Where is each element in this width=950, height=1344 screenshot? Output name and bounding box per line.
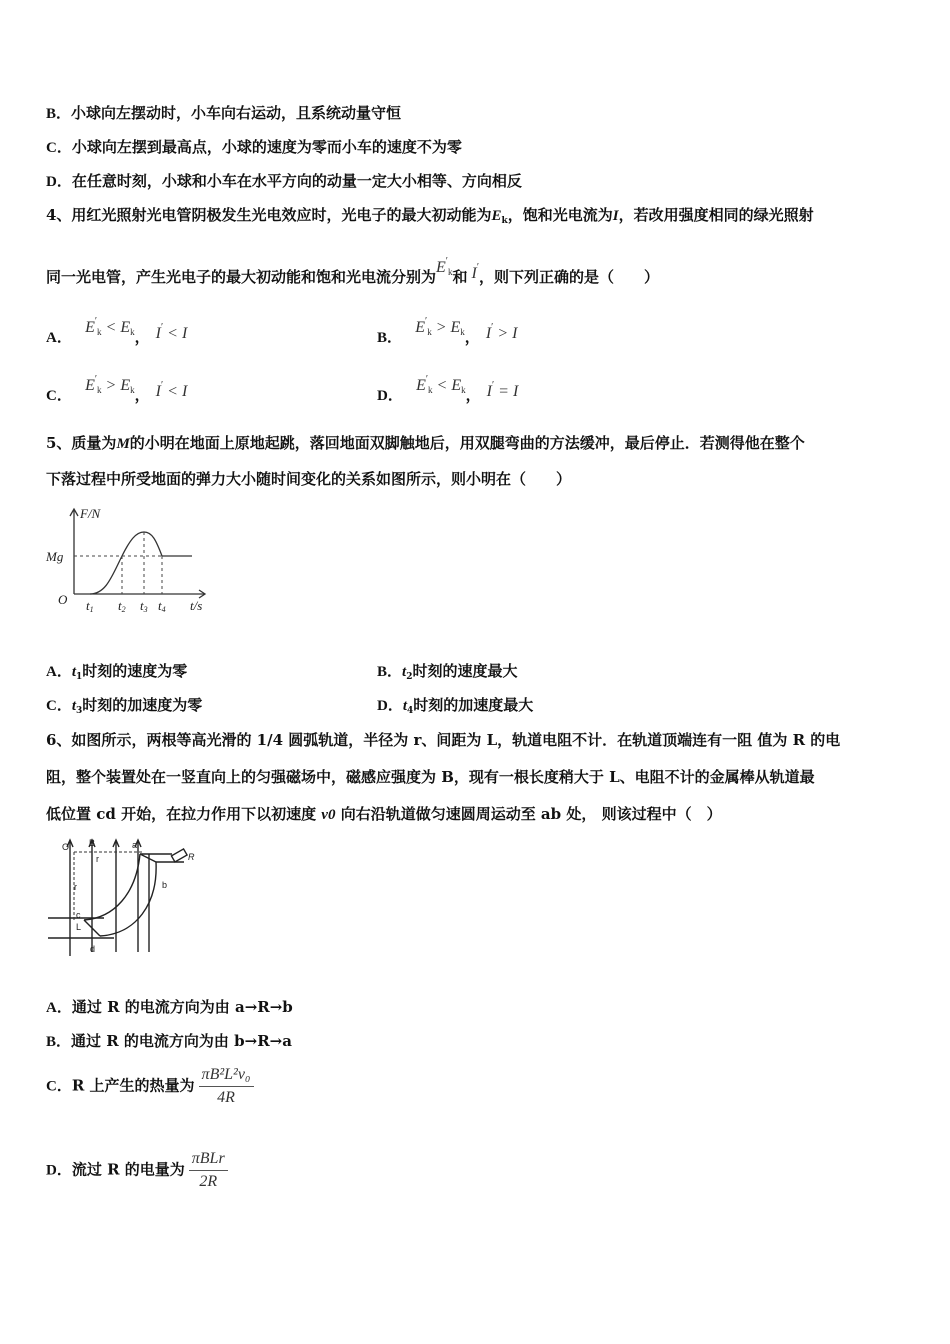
force-curve [90, 532, 192, 594]
label-b: b [162, 880, 168, 890]
label-B: B [89, 838, 96, 848]
option-letter: C． [46, 388, 72, 404]
q6-stem-line2 [46, 766, 815, 787]
option-letter: C． [46, 1078, 72, 1095]
stem-text: 5、质量为 [46, 434, 117, 452]
q6-option-a [46, 996, 293, 1017]
stem-text: 低位置 cd 开始，在拉力作用下以初速度 [46, 805, 322, 823]
label-R: R [188, 852, 195, 862]
stem-text: ，饱和光电流为 [507, 206, 613, 224]
label-L: L [76, 922, 82, 932]
t2-label: t2 [118, 598, 126, 614]
stem-text: 和 [452, 268, 468, 286]
option-letter: B． [377, 664, 403, 680]
ek-symbol: E [491, 208, 502, 224]
q6-stem-line1 [46, 729, 840, 750]
q5-option-c: C．$t_3$时刻的加速度为零 [46, 696, 203, 716]
option-text: R 上产生的热量为 [71, 1076, 195, 1095]
option-letter: B． [46, 106, 72, 122]
option-letter: C． [46, 698, 72, 714]
xlabel: t/s [190, 598, 203, 613]
label-a: a [132, 840, 138, 850]
label-r2: r [74, 882, 77, 892]
option-letter: A． [46, 664, 72, 680]
i-symbol: I [612, 208, 619, 224]
ylabel: F/N [80, 506, 101, 521]
option-letter: D． [377, 388, 403, 404]
fraction-charge: $\frac{\text{πBLr}}{2R}$ [189, 1150, 228, 1191]
option-text: 流过 R 的电量为 [71, 1160, 185, 1179]
option-text: 在任意时刻，小球和小车在水平方向的动量一定大小相等、方向相反 [71, 172, 522, 190]
q4-option-b: B． $E'_k > E_k$， I′ > I [377, 316, 518, 346]
q3-option-d [46, 170, 522, 191]
t4-label: t4 [158, 598, 166, 614]
stem-text: ，则下列正确的是（ ） [479, 268, 660, 286]
q5-stem-line2 [46, 468, 571, 489]
origin-label: O [58, 592, 68, 607]
q4-stem-line2 [46, 256, 660, 287]
q5-option-d: D．$t_4$时刻的加速度最大 [377, 696, 534, 716]
stem-text: 下落过程中所受地面的弹力大小随时间变化的关系如图所示，则小明在（ ） [46, 470, 572, 488]
q5-option-b: B．$t_2$时刻的速度最大 [377, 662, 518, 682]
mg-label: Mg [46, 549, 64, 564]
option-letter: A． [46, 330, 72, 346]
label-r1: r [96, 854, 99, 864]
option-text: 小球向左摆到最高点，小球的速度为零而小车的速度不为零 [71, 138, 462, 156]
option-expression: I′ < I [155, 380, 188, 400]
option-expression: I′ > I [485, 322, 518, 342]
fraction-heat: $\frac{\text{πB²L²v₀}}{4R}$ [199, 1066, 254, 1107]
stem-text: 向右沿轨道做匀速圆周运动至 ab 处， 则该过程中（ ） [335, 805, 722, 823]
q4-stem-line1 [46, 204, 814, 226]
t3-label: t3 [140, 598, 148, 614]
q4-option-c: C． $E'_k > E_k$， I′ < I [46, 374, 188, 404]
stem-text: 同一光电管，产生光电子的最大初动能和饱和光电流分别为 [46, 268, 437, 286]
option-text: 小球向左摆动时，小车向右运动，且系统动量守恒 [71, 104, 402, 122]
q6-stem-line3 [46, 803, 722, 824]
label-O: O [62, 842, 70, 852]
i-prime-symbol: I′ [471, 262, 480, 282]
q5-option-a: A．$t_1$时刻的速度为零 [46, 662, 188, 682]
option-text: 通过 R 的电流方向为由 a→R→b [71, 998, 293, 1016]
option-letter: B． [46, 1034, 72, 1050]
option-letter: D． [46, 174, 72, 190]
q6-option-b [46, 1030, 292, 1051]
stem-text: ，若改用强度相同的绿光照射 [618, 206, 814, 224]
force-time-graph [44, 504, 214, 622]
option-text: 时刻的速度为零 [82, 662, 188, 680]
option-text: 时刻的加速度为零 [82, 696, 203, 714]
q5-stem-line1 [46, 432, 805, 453]
arc-rail-diagram [44, 834, 204, 958]
option-letter: D． [46, 1162, 72, 1179]
rod-ab [140, 854, 156, 862]
rail-back [100, 862, 156, 936]
stem-text: 6、如图所示，两根等高光滑的 1/4 圆弧轨道，半径为 r、间距为 L，轨道电阻不计．在轨道顶端连有一阻 值为 R 的电 [46, 731, 841, 749]
label-c: c [76, 910, 81, 920]
stem-text: 的小明在地面上原地起跳，落回地面双脚触地后，用双腿弯曲的方法缓冲，最后停止．若测得他在整个 [129, 434, 805, 452]
option-text: 时刻的加速度最大 [413, 696, 534, 714]
option-expression: $E'_k > E_k$ [415, 316, 465, 337]
option-expression: $E'_k < E_k$ [416, 374, 466, 395]
resistor-icon [171, 849, 187, 862]
q6-option-d [46, 1150, 228, 1191]
m-symbol: M [116, 436, 130, 452]
ek-prime-symbol: $E'_k$ [436, 256, 453, 277]
q4-option-a: A． $E'_k < E_k$， I′ < I [46, 316, 188, 346]
label-d: d [90, 944, 96, 954]
option-letter: D． [377, 698, 403, 714]
v0-symbol: v0 [321, 807, 336, 823]
stem-text: 阻，整个装置处在一竖直向上的匀强磁场中，磁感应强度为 B，现有一根长度稍大于 L、电阻不计的金属棒从轨道最 [46, 768, 815, 786]
option-text: 通过 R 的电流方向为由 b→R→a [71, 1032, 292, 1050]
option-expression: I′ < I [155, 322, 188, 342]
q3-option-c [46, 136, 462, 157]
option-text: 时刻的速度最大 [412, 662, 518, 680]
option-letter: A． [46, 1000, 72, 1016]
option-letter: C． [46, 140, 72, 156]
option-expression: I′ = I [486, 380, 519, 400]
t1-label: t1 [86, 598, 94, 614]
q6-option-c [46, 1066, 254, 1107]
option-expression: $E'_k > E_k$ [85, 374, 135, 395]
q3-option-b [46, 102, 401, 123]
k-subscript: k [501, 216, 508, 226]
q4-option-d: D． $E'_k < E_k$， I′ = I [377, 374, 519, 404]
stem-text: 4、用红光照射光电管阴极发生光电效应时，光电子的最大初动能为 [46, 206, 492, 224]
option-expression: $E'_k < E_k$ [85, 316, 135, 337]
option-letter: B． [377, 330, 403, 346]
